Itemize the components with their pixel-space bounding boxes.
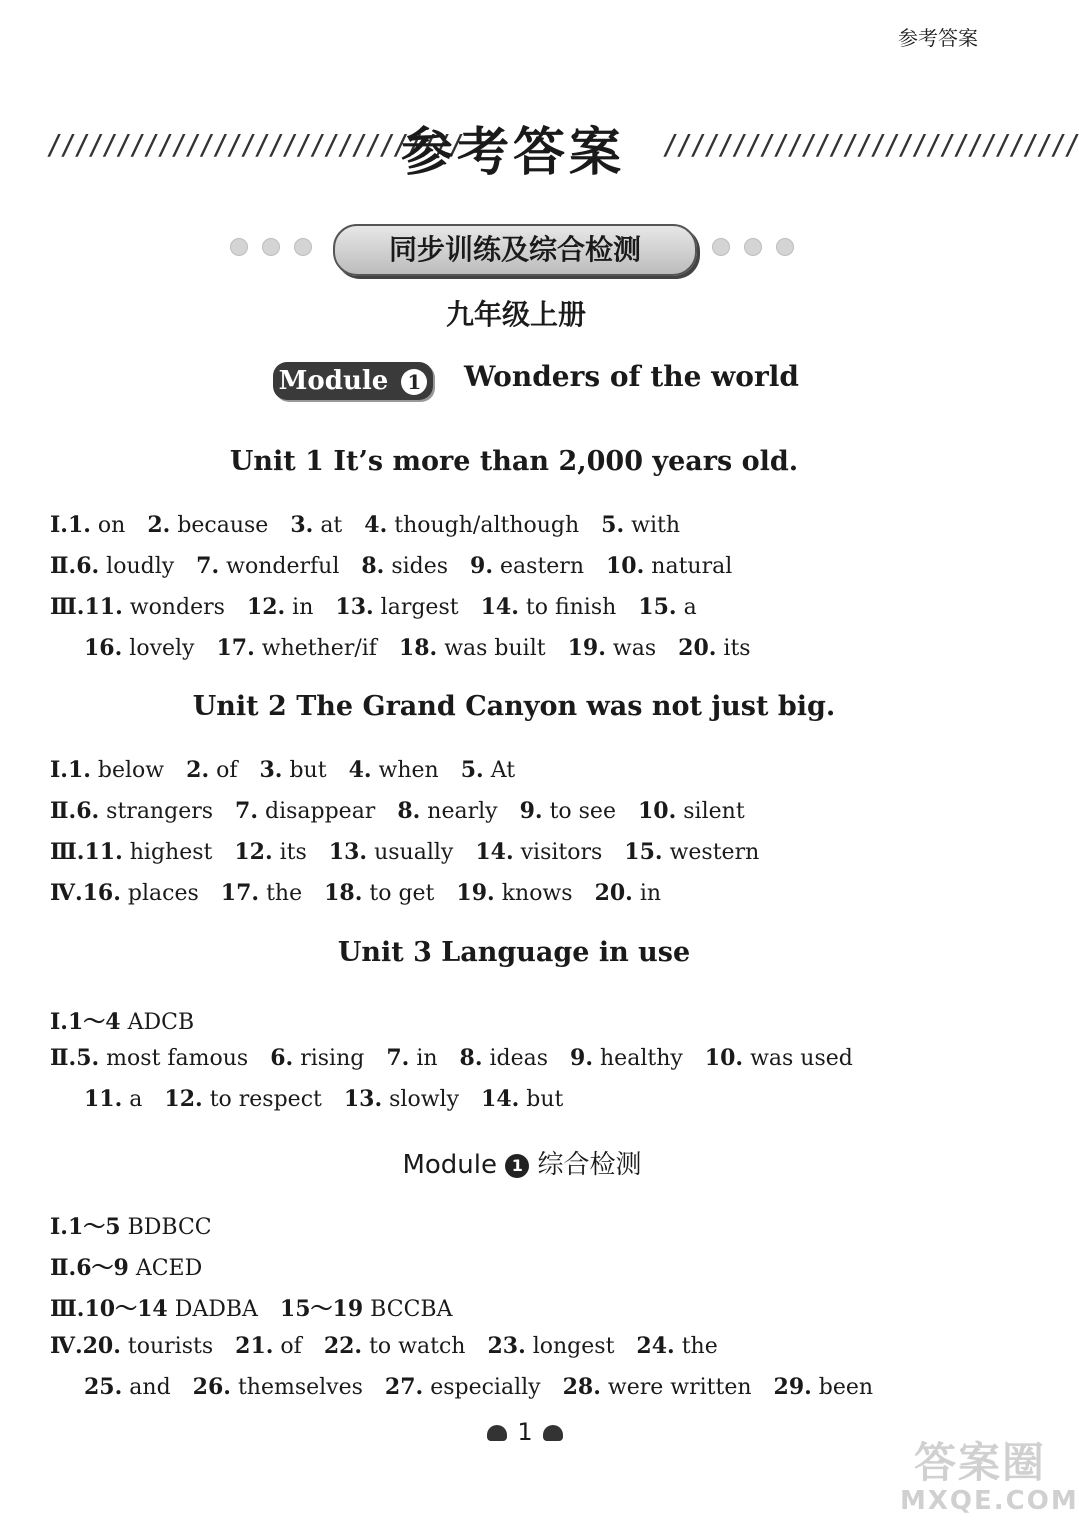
comp-module-label: Module [402,1150,497,1180]
answer-text: strangers [106,799,214,824]
answer-row [50,757,537,783]
answer-text: slowly [389,1087,460,1112]
question-number: 10. [606,553,645,579]
question-number: 2. [186,757,210,783]
answer-item [193,1375,363,1400]
answer-text: with [631,513,681,538]
answer-item [595,881,662,906]
answer-text: been [818,1375,874,1400]
answer-row [84,1086,585,1112]
answer-text: highest [129,840,213,865]
answer-text: ideas [489,1046,549,1071]
answer-item [84,840,212,865]
question-number: 10～14 [84,1296,168,1322]
answer-item [147,513,268,538]
question-number: 7. [196,553,220,579]
question-number: 21. [235,1333,274,1359]
question-number: 6～9 [76,1255,129,1281]
answer-text: below [97,758,165,783]
question-number: 18. [324,880,363,906]
answer-item [235,799,375,824]
answer-text: silent [683,799,745,824]
question-number: 9. [470,553,494,579]
answer-item [386,1046,437,1071]
question-number: 17. [220,880,260,906]
answer-item [83,1334,214,1359]
question-number: 5. [460,757,484,783]
comp-suffix: 综合检测 [537,1150,642,1180]
answer-item [563,1375,752,1400]
answer-text: BCCBA [370,1297,453,1322]
question-number: 4. [364,512,388,538]
answer-item [636,1334,717,1359]
section-numeral: Ⅱ. [50,798,77,824]
question-number: 8. [459,1045,483,1071]
answer-item [520,799,616,824]
module-label: Module [278,366,389,396]
answer-text: its [723,636,751,661]
answer-item [280,1297,453,1322]
answer-item [164,1087,321,1112]
answer-item [397,799,497,824]
answer-row [50,512,702,538]
answer-text: knows [501,881,573,906]
answer-item [638,799,745,824]
question-number: 20. [82,1333,121,1359]
answer-text: wonderful [226,554,340,579]
answer-text: at [320,513,343,538]
answer-item [76,1256,202,1281]
question-number: 9. [570,1045,594,1071]
answer-row [50,1333,740,1359]
answer-item [83,881,199,906]
question-number: 3. [259,757,283,783]
question-number: 12. [234,839,273,865]
answer-row [50,553,754,579]
page-number: 1 [517,1418,533,1446]
question-number: 27. [384,1374,424,1400]
answer-item [335,595,458,620]
question-number: 24. [636,1333,675,1359]
answer-item [196,554,339,579]
section-numeral: Ⅰ. [50,757,68,783]
answer-row [50,1210,234,1241]
question-number: 12. [164,1086,203,1112]
answer-item [344,1087,459,1112]
answer-item [461,758,515,783]
answer-text: in [416,1046,438,1071]
answer-item [84,1297,257,1322]
question-number: 17. [216,635,255,661]
answer-row [84,1374,895,1400]
question-number: 23. [487,1333,526,1359]
question-number: 7. [386,1045,410,1071]
answer-text: its [279,840,307,865]
answer-text: most famous [106,1046,249,1071]
answer-item [470,554,584,579]
dots-decoration-left [230,238,312,256]
unit-1-heading: Unit 1 It’s more than 2,000 years old. [229,446,799,477]
question-number: 14. [475,839,514,865]
question-number: 16. [84,635,123,661]
answer-item [216,636,376,661]
section-numeral: Ⅳ. [50,1333,83,1359]
answer-item [456,881,572,906]
section-numeral: Ⅰ. [50,1214,68,1240]
question-number: 13. [335,594,374,620]
answer-text: in [292,595,314,620]
question-number: 11. [84,839,123,865]
answer-text: of [280,1334,302,1359]
answer-row [50,798,767,824]
answer-item [568,636,657,661]
question-number: 19. [456,880,495,906]
answer-text: in [639,881,662,906]
answer-text: was built [444,636,546,661]
answer-text: natural [651,554,733,579]
answer-text: disappear [264,799,376,824]
question-number: 6. [76,553,100,579]
answer-item [68,758,164,783]
answer-item [324,881,434,906]
question-number: 13. [343,1086,383,1112]
answer-text: the [681,1334,718,1359]
section-numeral: Ⅰ. [50,512,68,538]
answer-text: tourists [127,1334,214,1359]
question-number: 11. [84,594,123,620]
answer-item [68,1010,194,1035]
answer-text: because [177,513,269,538]
answer-text: but [526,1087,564,1112]
answer-item [324,1334,466,1359]
watermark [900,1438,1079,1522]
answer-text: At [490,758,516,783]
question-number: 1. [67,757,91,783]
answer-text: of [216,758,238,783]
question-number: 2. [147,512,171,538]
answer-item [601,513,680,538]
answer-text: places [127,881,199,906]
running-header: 参考答案 [898,26,978,50]
question-number: 20. [594,880,633,906]
question-number: 15～19 [279,1296,364,1322]
question-number: 4. [348,757,372,783]
answer-item [260,758,327,783]
section-numeral: Ⅱ. [50,1045,77,1071]
answer-item [774,1375,874,1400]
question-number: 8. [397,798,421,824]
answer-row [50,594,719,620]
answer-item [84,595,224,620]
answer-item [481,1087,563,1112]
answer-item [606,554,732,579]
question-number: 19. [567,635,606,661]
question-number: 16. [82,880,121,906]
page-title: 参考答案 [400,123,625,183]
watermark-line2: MXQE.COM [900,1486,1079,1516]
module-badge [273,362,433,400]
answer-item [84,1375,171,1400]
answer-item [678,636,750,661]
answer-text: usually [374,840,454,865]
answer-text: DADBA [174,1297,258,1322]
answer-text: largest [380,595,459,620]
answer-text: on [97,513,126,538]
answer-text: ACED [135,1256,203,1281]
question-number: 1～5 [67,1214,121,1240]
page-number-footer [0,1418,1050,1446]
answer-item [186,758,237,783]
answer-text: was [612,636,657,661]
answer-row [84,635,773,661]
answer-row [50,839,781,865]
answer-text: though/although [394,513,580,538]
grade-heading: 九年级上册 [445,298,586,331]
answer-text: to see [549,799,616,824]
section-banner: 同步训练及综合检测 [333,224,697,276]
question-number: 14. [481,1086,520,1112]
section-numeral: Ⅱ. [50,553,77,579]
answer-item [76,799,213,824]
answer-text: and [129,1375,171,1400]
answer-text: eastern [500,554,584,579]
answer-item [638,595,696,620]
leaf-icon [543,1425,563,1441]
answer-item [221,881,302,906]
answer-text: but [289,758,327,783]
answer-item [361,554,448,579]
question-number: 7. [235,798,258,824]
answer-item [399,636,546,661]
answer-item [349,758,439,783]
answer-item [247,595,314,620]
section-numeral: Ⅲ. [50,1296,85,1322]
question-number: 12. [246,594,286,620]
answer-text: was used [750,1046,853,1071]
answer-item [475,840,602,865]
answer-text: whether/if [261,636,377,661]
answer-text: the [266,881,303,906]
answer-text: loudly [106,554,175,579]
answer-text: western [669,840,760,865]
answer-item [329,840,454,865]
question-number: 6. [76,798,100,824]
question-number: 14. [480,594,519,620]
section-numeral: Ⅳ. [50,880,83,906]
module-number: 1 [401,369,427,395]
watermark-line1: 答案圈 [913,1438,1046,1487]
question-number: 11. [84,1086,123,1112]
answer-row [50,1045,875,1071]
answer-text: sides [391,554,449,579]
answer-item [84,636,194,661]
question-number: 15. [624,839,663,865]
question-number: 13. [328,839,368,865]
question-number: 26. [192,1374,231,1400]
question-number: 22. [323,1333,363,1359]
answer-item [84,1087,142,1112]
answer-item [460,1046,549,1071]
hatch-decoration-right: ////////////////////////////// [662,128,1078,161]
answer-text: to get [369,881,435,906]
answer-text: ADCB [127,1010,195,1035]
answer-item [76,554,174,579]
answer-text: longest [532,1334,615,1359]
answer-text: themselves [237,1375,363,1400]
question-number: 1. [67,512,91,538]
answer-item [234,840,306,865]
answer-item [624,840,759,865]
answer-text: visitors [520,840,603,865]
question-number: 18. [398,635,438,661]
question-number: 10. [637,798,677,824]
answer-item [290,513,342,538]
answer-row [50,1251,224,1282]
question-number: 8. [361,553,385,579]
question-number: 5. [601,512,625,538]
hatch-decoration-left: ////////////////////////////// [46,128,462,161]
answer-item [76,1046,248,1071]
question-number: 3. [290,512,314,538]
answer-text: to finish [525,595,617,620]
answer-text: wonders [129,595,225,620]
question-number: 29. [773,1374,812,1400]
answer-item [68,513,125,538]
question-number: 1～4 [67,1009,121,1035]
question-number: 6. [270,1045,294,1071]
answer-row [50,1292,474,1323]
answer-text: to watch [369,1334,466,1359]
question-number: 10. [704,1045,744,1071]
answer-text: especially [430,1375,541,1400]
section-numeral: Ⅲ. [50,839,85,865]
answer-text: were written [607,1375,752,1400]
answer-text: nearly [427,799,498,824]
answer-item [570,1046,683,1071]
question-number: 5. [76,1045,100,1071]
answer-row [50,1005,216,1036]
answer-text: healthy [600,1046,683,1071]
module-title: Wonders of the world [464,360,799,393]
answer-item [68,1215,212,1240]
section-numeral: Ⅰ. [50,1009,68,1035]
comprehensive-test-heading [0,1144,1044,1181]
leaf-icon [487,1425,507,1441]
answer-row [50,880,683,906]
answer-text: to respect [209,1087,322,1112]
comp-module-number: 1 [505,1154,529,1178]
answer-text: lovely [129,636,195,661]
unit-2-heading: Unit 2 The Grand Canyon was not just big. [192,691,836,722]
question-number: 20. [678,635,717,661]
section-numeral: Ⅲ. [50,594,85,620]
dots-decoration-right [712,238,794,256]
question-number: 25. [84,1374,123,1400]
unit-3-heading: Unit 3 Language in use [337,937,691,968]
answer-text: rising [300,1046,365,1071]
answer-item [705,1046,853,1071]
answer-text: BDBCC [127,1215,212,1240]
answer-item [385,1375,541,1400]
question-number: 15. [638,594,677,620]
answer-item [270,1046,364,1071]
answer-text: a [683,595,697,620]
answer-item [235,1334,302,1359]
question-number: 28. [562,1374,601,1400]
section-numeral: Ⅱ. [50,1255,77,1281]
answer-item [481,595,617,620]
answer-item [364,513,579,538]
question-number: 9. [519,798,543,824]
answer-text: when [378,758,439,783]
answer-text: a [129,1087,143,1112]
answer-item [487,1334,614,1359]
